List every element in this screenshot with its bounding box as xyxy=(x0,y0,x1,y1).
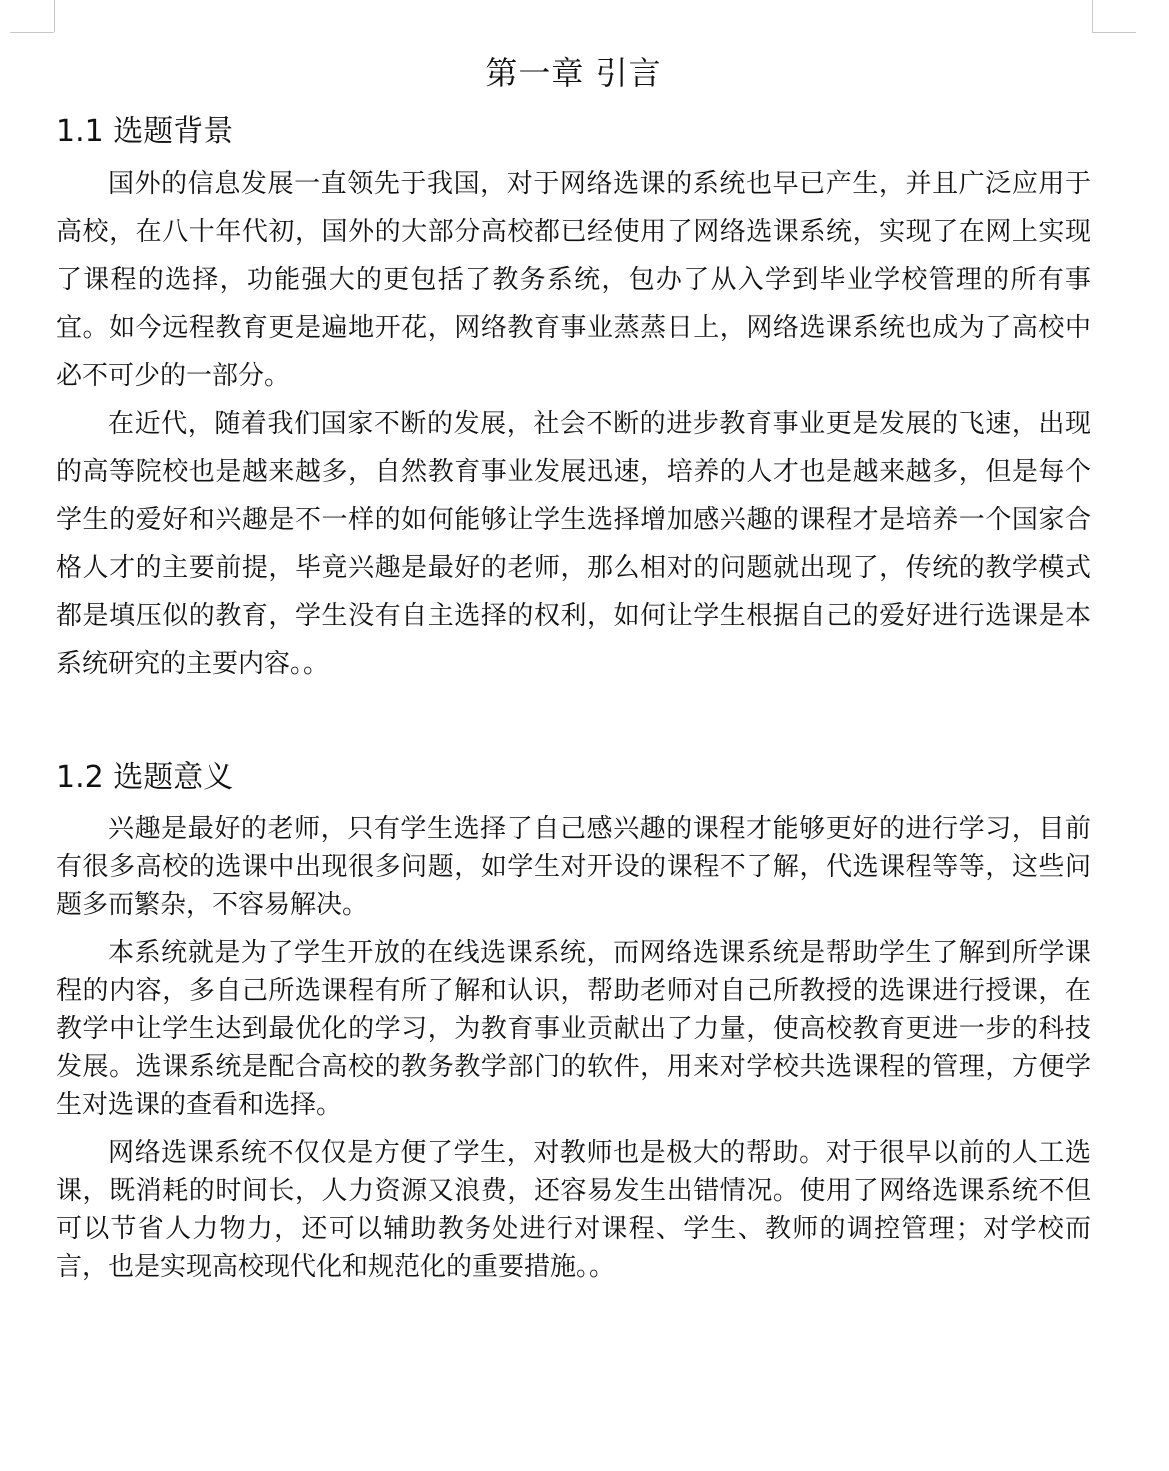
paragraph: 兴趣是最好的老师，只有学生选择了自己感兴趣的课程才能够更好的进行学习，目前有很多高校的选课中出现很多问题，如学生对开设的课程不了解，代选课程等等，这些问题多而繁杂，不容易解决。 xyxy=(56,814,1091,920)
crop-mark-top-left-vertical xyxy=(54,0,55,32)
crop-mark-top-right-vertical xyxy=(1092,0,1093,32)
crop-mark-top-left-horizontal xyxy=(10,32,54,33)
crop-mark-top-right-horizontal xyxy=(1092,32,1136,33)
section-heading: 1.2 选题意义 xyxy=(56,760,234,795)
section-background xyxy=(56,112,1091,688)
document-page xyxy=(56,48,1091,1286)
section-significance xyxy=(56,758,1091,1286)
paragraph: 网络选课系统不仅仅是方便了学生，对教师也是极大的帮助。对于很早以前的人工选课，既消耗的时间长，人力资源又浪费，还容易发生出错情况。使用了网络选课系统不但可以节省人力物力，还可以辅助教务处进行对课程、学生、教师的调控管理；对学校而言，也是实现高校现代化和规范化的重要措施。。 xyxy=(56,1138,1091,1282)
paragraph: 国外的信息发展一直领先于我国，对于网络选课的系统也早已产生，并且广泛应用于高校，在八十年代初，国外的大部分高校都已经使用了网络选课系统，实现了在网上实现了课程的选择，功能强大的更包括了教务系统，包办了从入学到毕业学校管理的所有事宜。如今远程教育更是遍地开花，网络教育事业蒸蒸日上，网络选课系统也成为了高校中必不可少的一部分。 xyxy=(56,169,1091,391)
paragraph: 在近代，随着我们国家不断的发展，社会不断的进步教育事业更是发展的飞速，出现的高等院校也是越来越多，自然教育事业发展迅速，培养的人才也是越来越多，但是每个学生的爱好和兴趣是不一样的如何能够让学生选择增加感兴趣的课程才是培养一个国家合格人才的主要前提，毕竟兴趣是最好的老师，那么相对的问题就出现了，传统的教学模式都是填压似的教育，学生没有自主选择的权利，如何让学生根据自己的爱好进行选课是本系统研究的主要内容。。 xyxy=(56,409,1091,679)
section-heading: 1.1 选题背景 xyxy=(56,114,234,149)
chapter-title: 第一章 引言 xyxy=(485,54,662,92)
paragraph: 本系统就是为了学生开放的在线选课系统，而网络选课系统是帮助学生了解到所学课程的内容，多自己所选课程有所了解和认识，帮助老师对自己所教授的选课进行授课，在教学中让学生达到最优化的学习，为教育事业贡献出了力量，使高校教育更进一步的科技发展。选课系统是配合高校的教务教学部门的软件，用来对学校共选课程的管理，方便学生对选课的查看和选择。 xyxy=(56,938,1091,1120)
